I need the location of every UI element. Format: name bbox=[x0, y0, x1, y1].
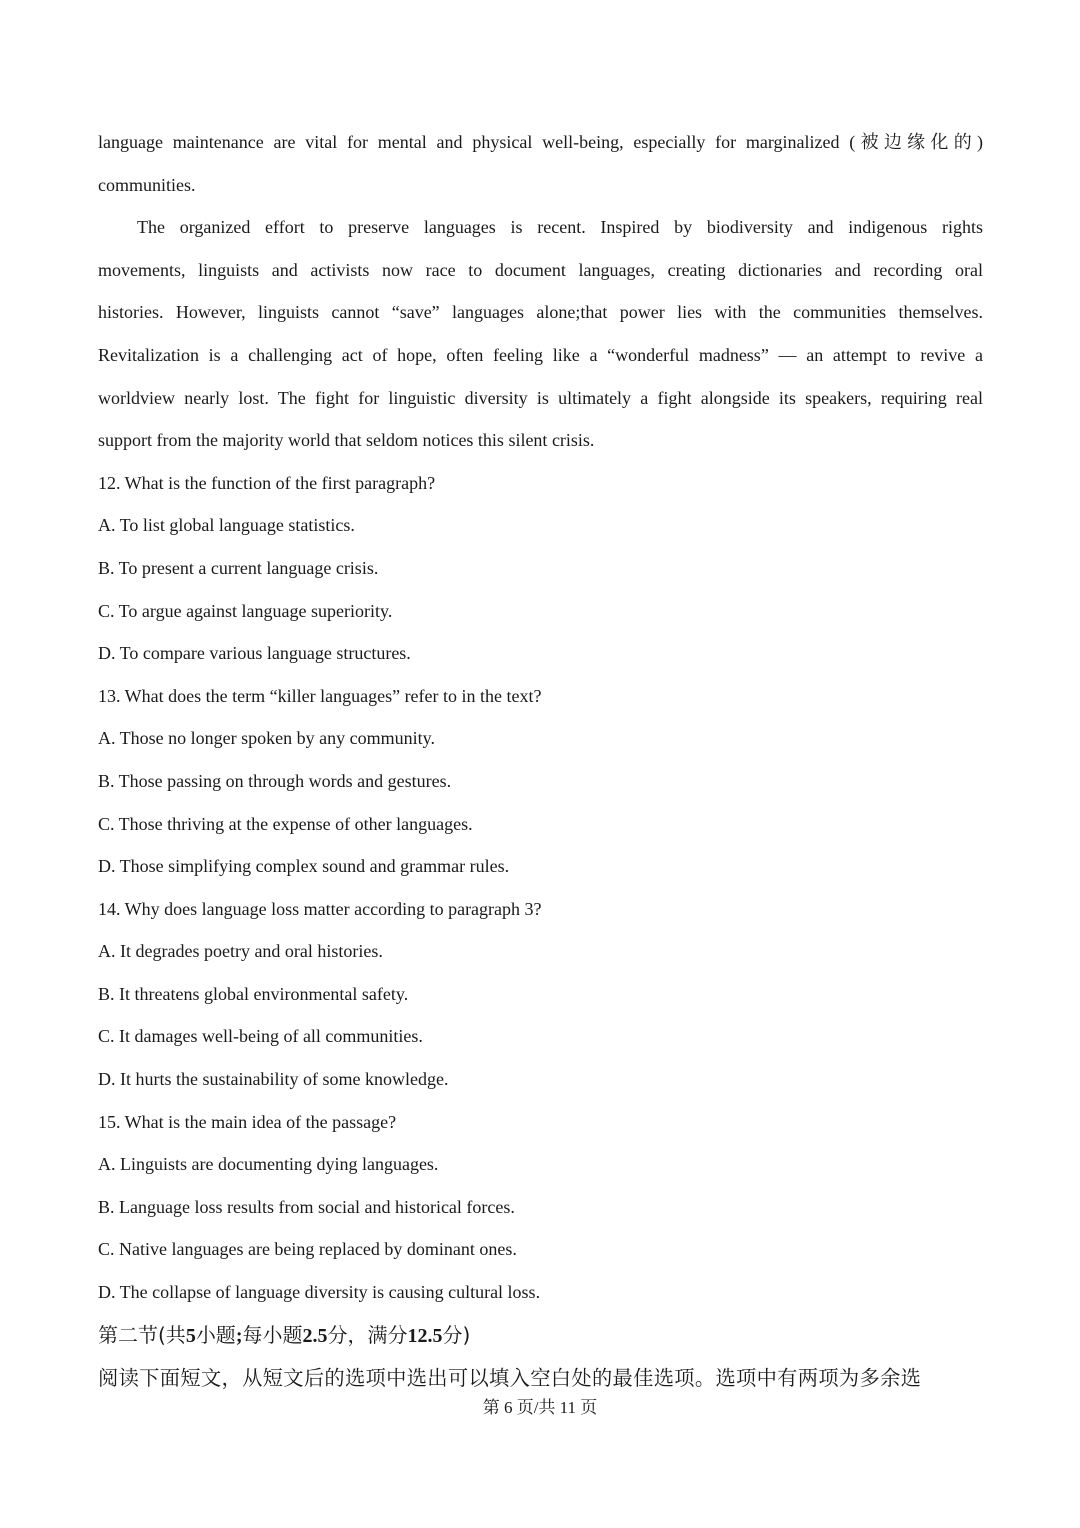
section-title-mid3: 分，满分 bbox=[327, 1322, 408, 1347]
option-b: B. Those passing on through words and gestures. bbox=[98, 770, 452, 791]
passage-p2-line6: support from the majority world that seldom notices this silent crisis. bbox=[98, 430, 595, 451]
option-a: A. Those no longer spoken by any community. bbox=[98, 728, 435, 749]
option-c: C. Those thriving at the expense of other languages. bbox=[98, 813, 473, 834]
option-c: C. Native languages are being replaced by dominant ones. bbox=[98, 1239, 517, 1260]
option-a: A. To list global language statistics. bbox=[98, 515, 355, 536]
question-stem: 14. Why does language loss matter according to paragraph 3? bbox=[98, 898, 542, 919]
option-d: D. Those simplifying complex sound and grammar rules. bbox=[98, 856, 510, 877]
option-a: A. It degrades poetry and oral histories. bbox=[98, 941, 383, 962]
passage-p2-line4: Revitalization is a challenging act of hope, often feeling like a “wonderful madness” — an attempt to revive a bbox=[98, 344, 983, 365]
passage-p2-line2: movements, linguists and activists now race to document languages, creating dictionaries and recording oral bbox=[98, 259, 983, 280]
page-number: 第 6 页/共 11 页 bbox=[482, 1398, 598, 1417]
question-13 bbox=[98, 675, 983, 888]
passage-p2-line1: The organized effort to preserve languages is recent. Inspired by biodiversity and indigenous rights bbox=[137, 217, 983, 238]
points-each: 2.5 bbox=[302, 1324, 328, 1347]
option-b: B. It threatens global environmental safety. bbox=[98, 983, 409, 1004]
question-stem: 12. What is the function of the first paragraph? bbox=[98, 472, 436, 493]
page-footer bbox=[0, 1396, 1080, 1420]
section-2-instruction: 阅读下面短文，从短文后的选项中选出可以填入空白处的最佳选项。选项中有两项为多余选 bbox=[98, 1366, 922, 1391]
question-count: 5 bbox=[185, 1324, 196, 1347]
passage-p2-line5: worldview nearly lost. The fight for linguistic diversity is ultimately a fight alongside its speakers, requiring real bbox=[98, 387, 983, 408]
question-12 bbox=[98, 462, 983, 675]
question-15 bbox=[98, 1101, 983, 1314]
section-title-mid2: 每小题 bbox=[242, 1322, 303, 1347]
question-stem: 15. What is the main idea of the passage? bbox=[98, 1111, 397, 1132]
section-2-title bbox=[98, 1314, 983, 1358]
document-page bbox=[98, 121, 983, 1400]
section-title-prefix: 第二节(共 bbox=[98, 1322, 186, 1347]
option-a: A. Linguists are documenting dying languages. bbox=[98, 1154, 439, 1175]
points-total: 12.5 bbox=[407, 1324, 443, 1347]
passage-p2-line3: histories. However, linguists cannot “save” languages alone;that power lies with the communities themselves. bbox=[98, 302, 983, 323]
passage-p1-line1: language maintenance are vital for mental and physical well-being, especially for marginalized (被边缘化的) bbox=[98, 132, 983, 152]
option-b: B. To present a current language crisis. bbox=[98, 557, 379, 578]
section-title-semicolon: ; bbox=[235, 1324, 243, 1347]
option-c: C. It damages well-being of all communities. bbox=[98, 1026, 423, 1047]
section-title-mid1: 小题 bbox=[195, 1322, 236, 1347]
option-c: C. To argue against language superiority. bbox=[98, 600, 393, 621]
option-b: B. Language loss results from social and historical forces. bbox=[98, 1196, 515, 1217]
option-d: D. The collapse of language diversity is causing cultural loss. bbox=[98, 1282, 541, 1303]
option-d: D. It hurts the sustainability of some knowledge. bbox=[98, 1069, 449, 1090]
option-d: D. To compare various language structures. bbox=[98, 643, 411, 664]
section-title-suffix: 分) bbox=[442, 1322, 471, 1347]
question-stem: 13. What does the term “killer languages” refer to in the text? bbox=[98, 685, 542, 706]
question-14 bbox=[98, 888, 983, 1101]
passage-p1-line2: communities. bbox=[98, 174, 196, 195]
